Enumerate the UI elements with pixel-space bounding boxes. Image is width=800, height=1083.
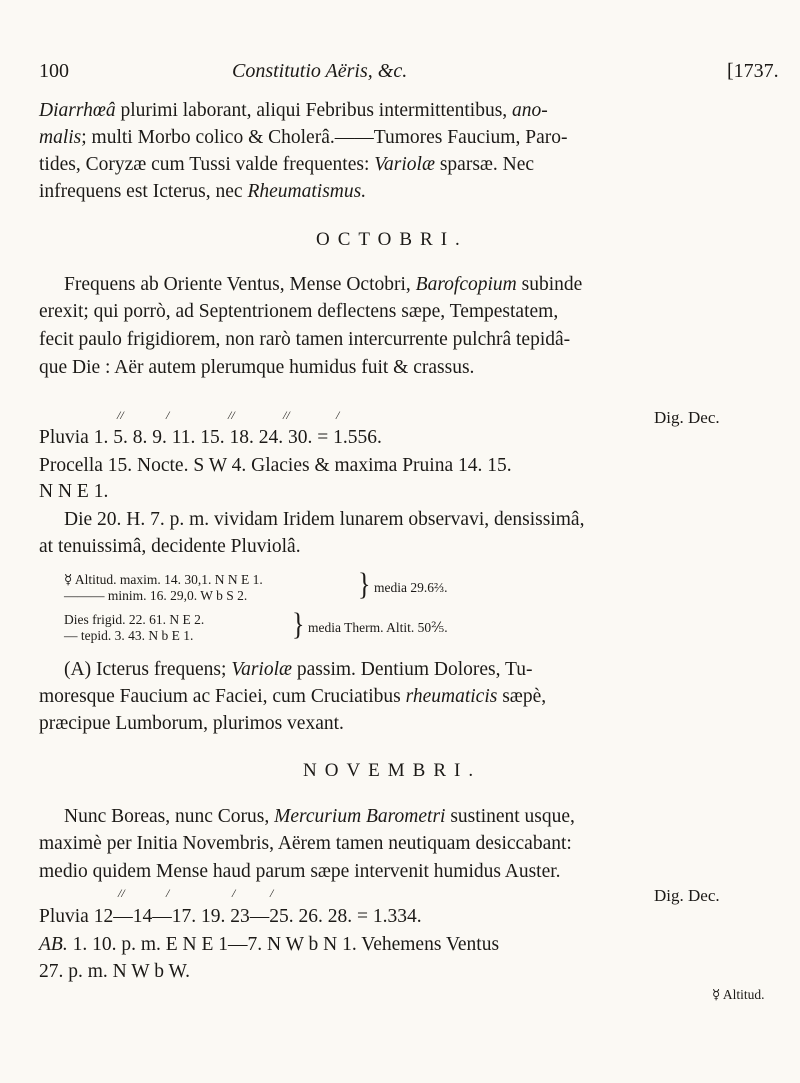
november-line-3: medio quidem Mense haud parum sæpe intervenit humidus Auster. xyxy=(39,861,561,882)
diarrhoea-word: Diarrhœâ xyxy=(39,100,116,121)
november-text: 1. 10. p. m. E N E 1—7. N W b N 1. Vehemens Ventus xyxy=(67,934,500,955)
november-pluvia: Pluvia 12—14—17. 19. 23—25. 26. 28. = 1.334. xyxy=(39,906,422,927)
november-text: Nunc Boreas, nunc Corus, xyxy=(64,806,275,827)
november-heading: NOVEMBRI. xyxy=(303,760,482,781)
october-heading: OCTOBRI. xyxy=(316,229,468,250)
october-a-line-3: præcipue Lumborum, plurimos vexant. xyxy=(39,713,344,734)
para1-line-3 xyxy=(39,153,534,177)
ab-label: AB. xyxy=(39,934,68,955)
para1-line-2 xyxy=(39,126,567,150)
november-mark: / xyxy=(166,886,170,900)
october-mark: / xyxy=(336,408,340,422)
thermometer-media: media Therm. Altit. 50⅖. xyxy=(308,620,448,635)
october-text: moresque Faucium ac Faciei, cum Cruciatibus xyxy=(39,686,406,707)
october-a-line-1 xyxy=(64,658,533,682)
para1-text: sparsæ. Nec xyxy=(434,154,535,175)
november-line-2: maximè per Initia Novembris, Aërem tamen neutiquam desiccabant: xyxy=(39,833,572,854)
para1-text: infrequens est Icterus, nec xyxy=(39,181,248,202)
november-text: sustinent usque, xyxy=(445,806,575,827)
october-line-3: fecit paulo frigidiorem, non rarò tamen intercurrente pulchrâ tepidâ- xyxy=(39,329,571,350)
running-title: Constitutio Aëris, &c. xyxy=(232,60,408,82)
para1-line-4 xyxy=(39,180,366,204)
november-mark: / xyxy=(232,886,236,900)
october-mark: // xyxy=(283,408,290,422)
para1-line-1 xyxy=(39,99,548,123)
november-dig-label: Dig. Dec. xyxy=(654,886,720,905)
running-year: [1737. xyxy=(727,60,779,82)
thermometer-frigid: Dies frigid. 22. 61. N E 2. xyxy=(64,612,205,627)
october-a-line-2 xyxy=(39,685,546,709)
october-text: Frequens ab Oriente Ventus, Mense Octobri, xyxy=(64,274,416,295)
october-procella-2: N N E 1. xyxy=(39,481,109,502)
mercurium-barometri: Mercurium Barometri xyxy=(274,806,446,827)
october-line-1 xyxy=(64,273,582,297)
october-pluvia: Pluvia 1. 5. 8. 9. 11. 15. 18. 24. 30. = 1.556. xyxy=(39,427,382,448)
october-mark: / xyxy=(166,408,170,422)
october-mark: // xyxy=(117,408,124,422)
november-27-line: 27. p. m. N W b W. xyxy=(39,961,190,982)
october-text: subinde xyxy=(516,274,583,295)
thermometer-tepid: — tepid. 3. 43. N b E 1. xyxy=(64,628,194,643)
october-text: passim. Dentium Dolores, Tu- xyxy=(292,659,533,680)
barofcopium-word: Barofcopium xyxy=(415,274,517,295)
variolae-word: Variolæ xyxy=(231,659,292,680)
october-die-line-1: Die 20. H. 7. p. m. vividam Iridem lunarem observavi, densissimâ, xyxy=(64,509,585,530)
november-ab-line xyxy=(39,933,499,957)
october-mark: // xyxy=(228,408,235,422)
october-procella: Procella 15. Nocte. S W 4. Glacies & maxima Pruina 14. 15. xyxy=(39,455,512,476)
para1-text: plurimi laborant, aliqui Febribus intermittentibus, xyxy=(115,100,513,121)
october-line-2: erexit; qui porrò, ad Septentrionem deflectens sæpe, Tempestatem, xyxy=(39,301,559,322)
catchword: ☿ Altitud. xyxy=(712,987,765,1002)
anomalis-start: ano- xyxy=(512,100,548,121)
barometer-min: ——— minim. 16. 29,0. W b S 2. xyxy=(64,588,248,603)
october-dig-label: Dig. Dec. xyxy=(654,408,720,427)
november-mark: // xyxy=(118,886,125,900)
november-mark: / xyxy=(270,886,274,900)
november-line-1 xyxy=(64,805,575,829)
october-line-4: que Die : Aër autem plerumque humidus fuit & crassus. xyxy=(39,357,475,378)
variolae-word: Variolæ xyxy=(374,154,435,175)
october-text: (A) Icterus frequens; xyxy=(64,659,232,680)
october-text: sæpè, xyxy=(497,686,547,707)
rheumaticis-word: rheumaticis xyxy=(405,686,498,707)
brace-barometer: } xyxy=(358,567,371,602)
barometer-media: media 29.6⅔. xyxy=(374,580,448,595)
barometer-max: ☿ Altitud. maxim. 14. 30,1. N N E 1. xyxy=(64,572,263,587)
october-die-line-2: at tenuissimâ, decidente Pluviolâ. xyxy=(39,536,301,557)
rheumatismus-word: Rheumatismus. xyxy=(247,181,367,202)
brace-thermometer: } xyxy=(292,607,305,642)
para1-text: tides, Coryzæ cum Tussi valde frequentes: xyxy=(39,154,375,175)
anomalis-end: malis xyxy=(39,127,82,148)
page-number: 100 xyxy=(39,60,69,82)
para1-text: ; multi Morbo colico & Cholerâ.——Tumores Faucium, Paro- xyxy=(81,127,568,148)
